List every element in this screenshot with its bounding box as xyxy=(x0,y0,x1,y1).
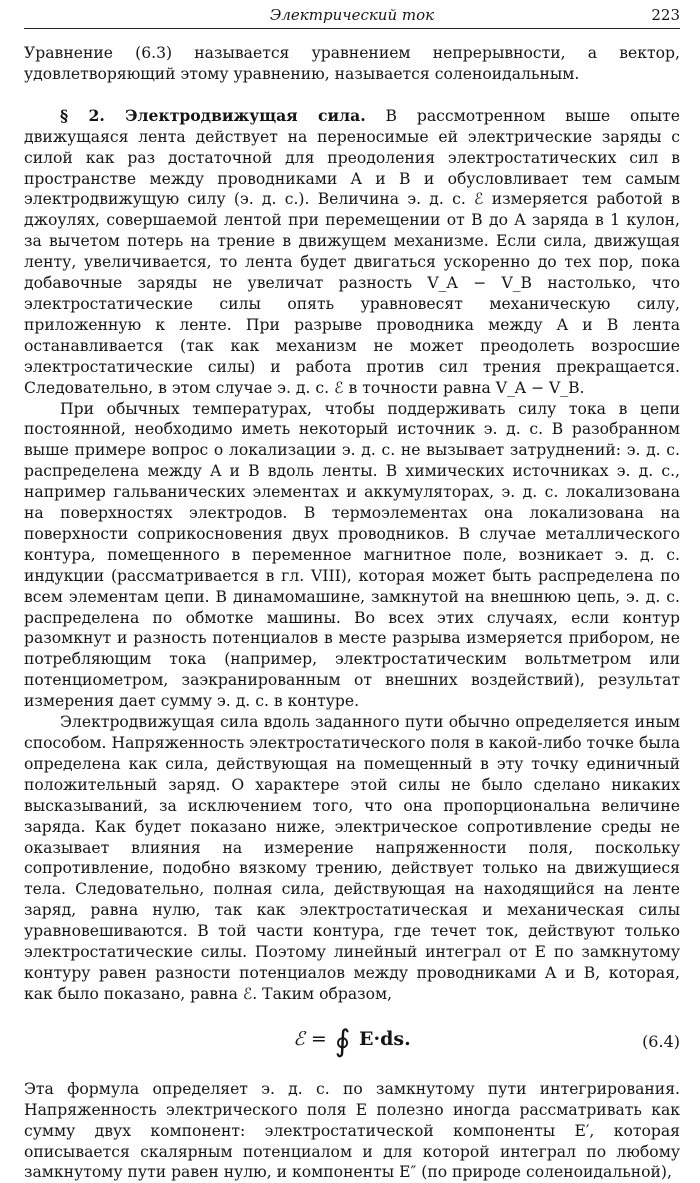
book-page xyxy=(24,0,680,1183)
equation-6-4 xyxy=(24,1015,680,1073)
paragraph-continuation: Уравнение (6.3) называется уравнением непрерывности, а вектор, удовлетворяющий этому уравнению, называется соленоидальным. xyxy=(24,44,680,83)
paragraph-emf-definition: Электродвижущая сила вдоль заданного пути обычно определяется иным способом. Напряженность электростатического поля в какой-либо точке была определена как сила, действующая на помещенный в эту точку единичный положительный заряд. О характере этой силы не было сделано никаких высказываний, за исключением того, что она пропорциональна величине заряда. Как будет показано ниже, электрическое сопротивление среды не оказывает влияния на измерение напряженности поля, поскольку сопротивление, подобно вязкому трению, действует только на движущиеся тела. Следовательно, полная сила, действующая на находящийся на ленте заряд, равна нулю, так как электростатическая и механическая силы уравновешиваются. В той части контура, где течет ток, действуют только электростатические силы. Поэтому линейный интеграл от E по замкнутому контуру равен разности потенциалов между проводниками A и B, которая, как было показано, равна ℰ. Таким образом, xyxy=(24,713,680,1003)
emf-symbol: ℰ xyxy=(293,1027,305,1050)
equation-body xyxy=(24,1023,680,1059)
running-title: Электрический ток xyxy=(269,6,435,24)
contour-integral-symbol: ∮ xyxy=(334,1023,351,1059)
paragraph-after-equation: Эта формула определяет э. д. с. по замкнутому пути интегрирования. Напряженность электрического поля E полезно иногда рассматривать как сумму двух компонент: электростатической компоненты E′, которая описывается скалярным потенциалом и для которой интеграл по любому замкнутому пути равен нулю, и компоненты E″ (по природе соленоидальной), xyxy=(24,1079,680,1182)
page-number: 223 xyxy=(651,6,680,24)
paragraph-emf-sources: При обычных температурах, чтобы поддерживать силу тока в цепи постоянной, необходимо иметь некоторый источник э. д. с. В разобранном выше примере вопрос о локализации э. д. с. не вызывает затруднений: э. д. с. распределена между A и B вдоль ленты. В химических источниках э. д. с., например гальванических элементах и аккумуляторах, э. д. с. локализована на поверхностях электродов. В термоэлементах она локализована на поверхности соприкосновения двух проводников. В случае металлического контура, помещенного в переменное магнитное поле, возникает э. д. с. индукции (рассматривается в гл. VIII), которая может быть распределена по всем элементам цепи. В динамомашине, замкнутой на внешнюю цепь, э. д. с. распределена по обмотке машины. Во всех этих случаях, если контур разомкнут и разность потенциалов в месте разрыва измеряется прибором, не потребляющим тока (например, электростатическим вольтметром или потенциометром, заэкранированным от внешних воздействий), результат измерения дает сумму э. д. с. в контуре. xyxy=(24,399,680,711)
integrand: E·ds. xyxy=(352,1027,411,1050)
paragraph-section-2 xyxy=(24,106,680,399)
page-header xyxy=(24,2,680,29)
section-heading: § 2. Электродвижущая сила. xyxy=(60,105,366,125)
equation-number: (6.4) xyxy=(642,1031,680,1051)
equals-sign: = xyxy=(304,1027,333,1050)
section-2-text: В рассмотренном выше опыте движущаяся лента действует на переносимые ей электрические заряды с силой как раз достаточной для преодоления электростатических сил в пространстве между проводниками A и B и обусловливает тем самым электродвижущую силу (э. д. с.). Величина э. д. с. ℰ измеряется работой в джоулях, совершаемой лентой при перемещении от B до A заряда в 1 кулон, за вычетом потерь на трение в движущем механизме. Если сила, движущая ленту, увеличивается, то лента будет двигаться ускоренно до тех пор, пока добавочные заряды не увеличат разность V_A − V_B настолько, что электростатические силы опять уравновесят механическую силу, приложенную к ленте. При разрыве проводника между A и B лента останавливается (так как механизм не может преодолеть возросшие электростатические силы) и работа против сил трения прекращается. Следовательно, в этом случае э. д. с. ℰ в точности равна V_A − V_B. xyxy=(24,106,680,397)
body-text xyxy=(24,43,680,1183)
